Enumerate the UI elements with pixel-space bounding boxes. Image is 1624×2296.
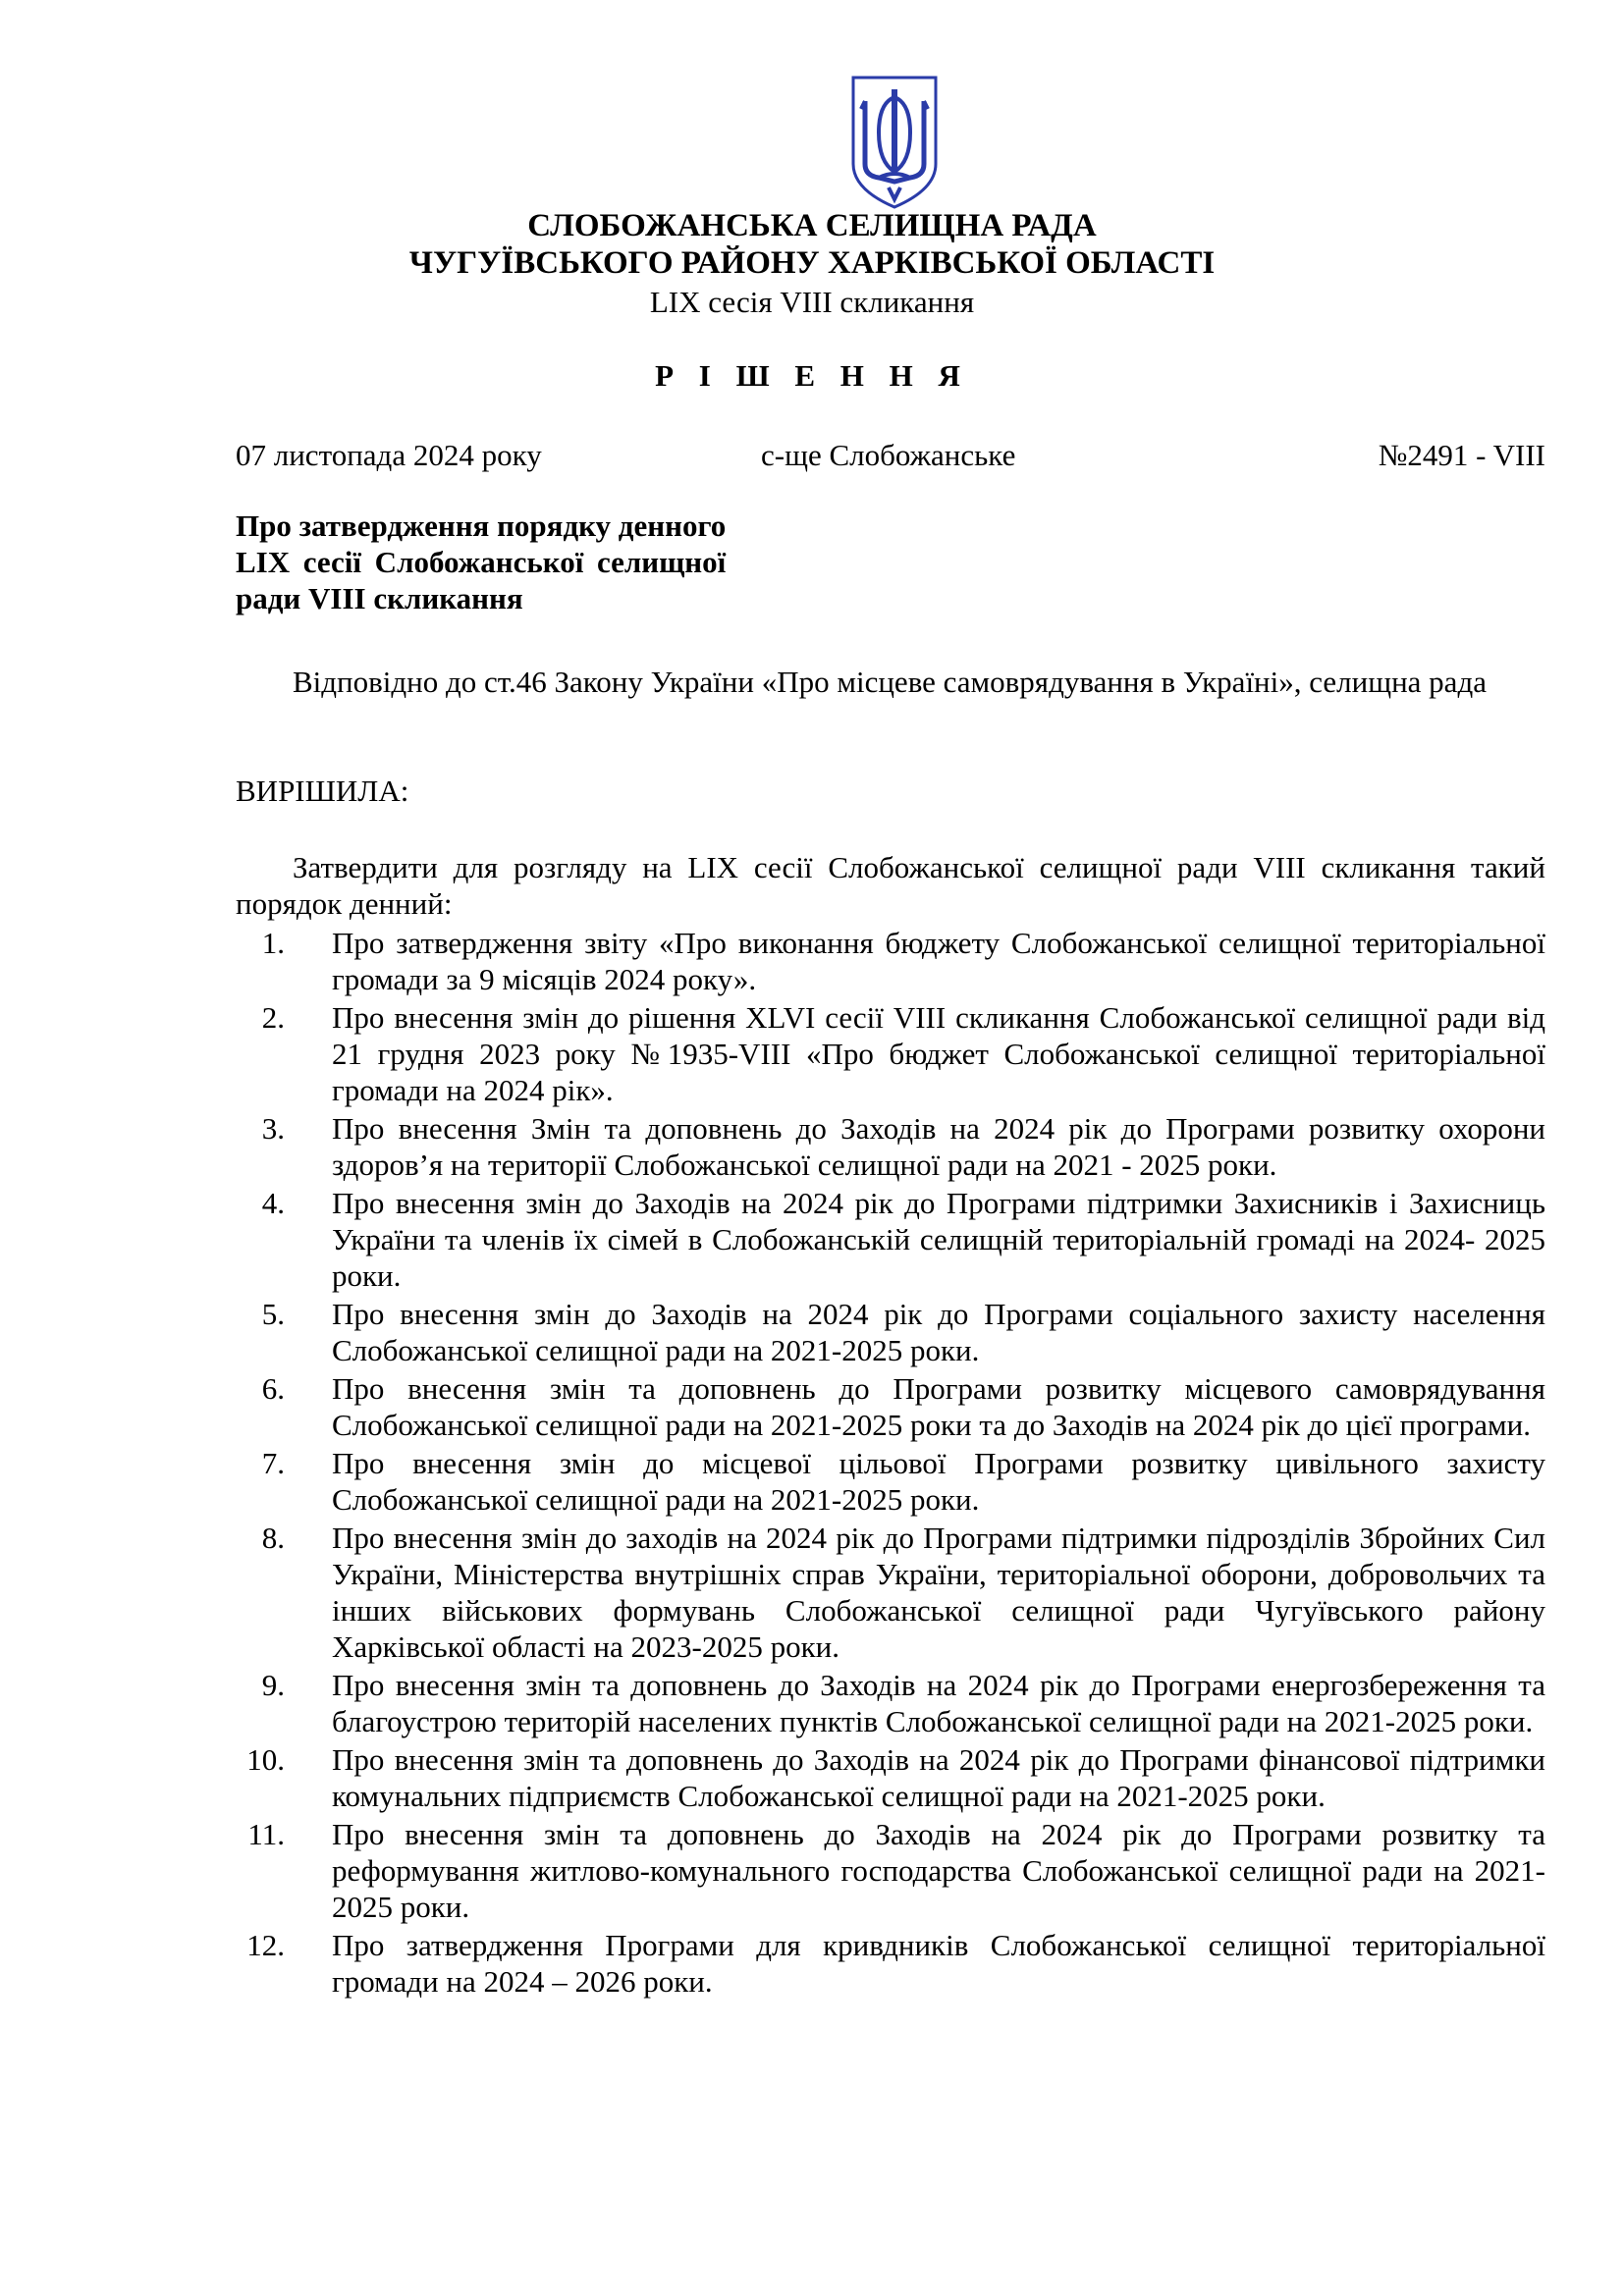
document-date: 07 листопада 2024 року: [236, 438, 542, 472]
agenda-item-text: Про внесення змін до місцевої цільової Програми розвитку цивільного захисту Слобожанської селищної ради на 2021-2025 роки.: [332, 1446, 1545, 1517]
agenda-item-text: Про внесення змін та доповнень до Заходів на 2024 рік до Програми фінансової підтримки комунальних підприємств Слобожанської селищної ради на 2021-2025 роки.: [332, 1742, 1545, 1813]
agenda-item: [236, 999, 1545, 1108]
decision-subject: [236, 507, 726, 616]
council-name: СЛОБОЖАНСЬКА СЕЛИЩНА РАДА: [527, 208, 1097, 243]
session-info: LIX сесія VIII скликання: [649, 285, 975, 319]
agenda-item: [236, 1667, 1545, 1739]
agenda-item-number: 10.: [246, 1742, 285, 1777]
agenda-item-text: Про внесення змін та доповнень до Заходів на 2024 рік до Програми розвитку та реформування житлово-комунального господарства Слобожанської селищної ради на 2021-2025 роки.: [332, 1817, 1545, 1924]
agenda-item-number: 1.: [261, 926, 285, 960]
agenda-item-number: 5.: [261, 1297, 285, 1331]
agenda-item-number: 6.: [261, 1371, 285, 1406]
agenda-item-number: 3.: [261, 1111, 285, 1146]
agenda-item-number: 2.: [261, 1000, 285, 1035]
document-number: №2491 - VIII: [1378, 438, 1545, 472]
agenda-item: [236, 1370, 1545, 1443]
agenda-item-number: 8.: [261, 1521, 285, 1555]
agenda-item: [236, 1927, 1545, 2000]
ukraine-trident-emblem-icon: [849, 74, 940, 211]
document-type-title: Р І Ш Е Н Н Я: [655, 358, 969, 393]
preamble-paragraph: Відповідно до ст.46 Закону України «Про місцеве самоврядування в Україні», селищна рада: [293, 665, 1487, 699]
decided-heading: ВИРІШИЛА:: [236, 774, 409, 808]
agenda-item-text: Про внесення змін до заходів на 2024 рік до Програми підтримки підрозділів Збройних Сил України, Міністерства внутрішніх справ України, територіальної оборони, добровольчих та інших військових формувань Слобожанської селищної ради Чугуївського району Харківської області на 2023-2025 роки.: [332, 1521, 1545, 1664]
agenda-item-number: 9.: [261, 1668, 285, 1702]
agenda-item: [236, 925, 1545, 997]
agenda-item: [236, 1296, 1545, 1368]
agenda-item: [236, 1520, 1545, 1665]
subject-line: LIX сесії Слобожанської селищної: [236, 545, 727, 579]
agenda-item-number: 4.: [261, 1186, 285, 1220]
agenda-item-text: Про внесення змін до Заходів на 2024 рік до Програми соціального захисту населення Слобожанської селищної ради на 2021-2025 роки.: [332, 1297, 1545, 1367]
agenda-item: [236, 1816, 1545, 1925]
agenda-item: [236, 1110, 1545, 1183]
document-meta-row: [236, 438, 1545, 477]
agenda-item: [236, 1185, 1545, 1294]
agenda-item-number: 7.: [261, 1446, 285, 1480]
agenda-item: [236, 1741, 1545, 1814]
agenda-item-text: Про затвердження Програми для кривдників Слобожанської селищної територіальної громади на 2024 – 2026 роки.: [332, 1928, 1545, 1999]
agenda-item-text: Про внесення змін до Заходів на 2024 рік до Програми підтримки Захисників і Захисниць України та членів їх сімей в Слобожанській селищній територіальній громаді на 2024- 2025 роки.: [332, 1186, 1545, 1293]
agenda-item-text: Про внесення змін та доповнень до Програми розвитку місцевого самоврядування Слобожанської селищної ради на 2021-2025 роки та до Заходів на 2024 рік до цієї програми.: [332, 1371, 1545, 1442]
subject-line: Про затвердження порядку денного: [236, 508, 727, 543]
agenda-item-text: Про внесення змін та доповнень до Заходів на 2024 рік до Програми енергозбереження та благоустрою територій населених пунктів Слобожанської селищної ради на 2021-2025 роки.: [332, 1668, 1545, 1738]
agenda-item-text: Про внесення Змін та доповнень до Заходів на 2024 рік до Програми розвитку охорони здоров’я на території Слобожанської селищної ради на 2021 - 2025 роки.: [332, 1111, 1545, 1182]
agenda-item-number: 12.: [246, 1928, 285, 1962]
agenda-item-text: Про внесення змін до рішення XLVI сесії VIII скликання Слобожанської селищної ради від 21 грудня 2023 року №1935-VIII «Про бюджет Слобожанської селищної територіальної громади на 2024 рік».: [332, 1000, 1545, 1107]
agenda-item-number: 11.: [247, 1817, 285, 1851]
subject-line: ради VIII скликання: [236, 581, 523, 615]
district-name: ЧУГУЇВСЬКОГО РАЙОНУ ХАРКІВСЬКОЇ ОБЛАСТІ: [408, 245, 1216, 281]
document-place: с-ще Слобожанське: [761, 438, 1016, 472]
agenda-item: [236, 1445, 1545, 1518]
agenda-list: [236, 925, 1545, 2002]
intro-paragraph: Затвердити для розгляду на LIX сесії Слобожанської селищної ради VIII скликання такий порядок денний:: [236, 850, 1545, 921]
agenda-item-text: Про затвердження звіту «Про виконання бюджету Слобожанської селищної територіальної громади за 9 місяців 2024 року».: [332, 926, 1545, 996]
